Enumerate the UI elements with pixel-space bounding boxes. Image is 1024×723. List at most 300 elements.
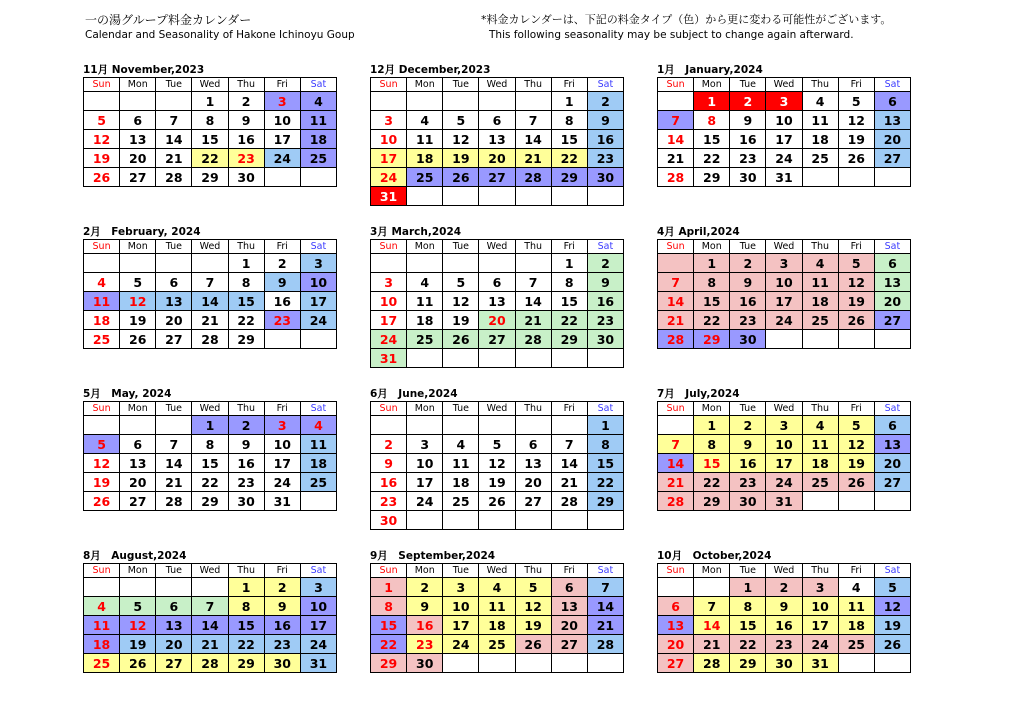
week-row [658, 435, 911, 454]
day-cell: 2 [371, 435, 407, 454]
day-cell: 22 [694, 311, 730, 330]
day-cell: 18 [802, 292, 838, 311]
day-cell: 6 [874, 92, 910, 111]
empty-cell [515, 654, 551, 673]
day-cell: 9 [407, 597, 443, 616]
weekday-sun: Sun [658, 78, 694, 92]
day-cell: 23 [766, 635, 802, 654]
day-cell: 5 [120, 597, 156, 616]
day-cell: 17 [443, 616, 479, 635]
day-cell: 12 [84, 454, 120, 473]
day-cell: 27 [551, 635, 587, 654]
empty-cell [443, 92, 479, 111]
day-cell: 24 [802, 635, 838, 654]
day-cell: 14 [192, 292, 228, 311]
day-cell: 6 [658, 597, 694, 616]
day-cell: 12 [120, 292, 156, 311]
empty-cell [84, 416, 120, 435]
week-row [658, 130, 911, 149]
day-cell: 25 [407, 330, 443, 349]
day-cell: 30 [371, 511, 407, 530]
weekday-sat: Sat [300, 564, 336, 578]
day-cell: 23 [228, 149, 264, 168]
weekday-sat: Sat [587, 402, 623, 416]
day-cell: 23 [264, 311, 300, 330]
weekday-tue: Tue [443, 240, 479, 254]
weekday-tue: Tue [156, 402, 192, 416]
empty-cell [479, 349, 515, 368]
day-cell: 1 [228, 578, 264, 597]
day-cell: 4 [838, 578, 874, 597]
day-cell: 19 [479, 473, 515, 492]
day-cell: 3 [371, 111, 407, 130]
week-row [371, 130, 624, 149]
day-cell: 9 [228, 111, 264, 130]
day-cell: 22 [730, 635, 766, 654]
week-row [84, 416, 337, 435]
day-cell: 8 [587, 435, 623, 454]
weekday-wed: Wed [766, 78, 802, 92]
empty-cell [515, 416, 551, 435]
empty-cell [407, 349, 443, 368]
day-cell: 19 [84, 149, 120, 168]
weekday-thu: Thu [802, 402, 838, 416]
day-cell: 27 [156, 330, 192, 349]
day-cell: 30 [730, 330, 766, 349]
day-cell: 28 [192, 330, 228, 349]
day-cell: 19 [838, 454, 874, 473]
day-cell: 1 [587, 416, 623, 435]
empty-cell [587, 349, 623, 368]
day-cell: 14 [658, 130, 694, 149]
empty-cell [371, 254, 407, 273]
day-cell: 31 [264, 492, 300, 511]
empty-cell [479, 511, 515, 530]
day-cell: 31 [371, 349, 407, 368]
day-cell: 11 [838, 597, 874, 616]
day-cell: 21 [156, 473, 192, 492]
day-cell: 15 [228, 616, 264, 635]
day-cell: 26 [838, 311, 874, 330]
weekday-header-row [84, 78, 337, 92]
empty-cell [587, 654, 623, 673]
day-cell: 21 [587, 616, 623, 635]
day-cell: 6 [479, 111, 515, 130]
empty-cell [443, 416, 479, 435]
day-cell: 2 [766, 578, 802, 597]
day-cell: 22 [551, 149, 587, 168]
day-cell: 16 [407, 616, 443, 635]
weekday-wed: Wed [479, 564, 515, 578]
day-cell: 22 [192, 473, 228, 492]
day-cell: 24 [371, 330, 407, 349]
day-cell: 5 [443, 111, 479, 130]
empty-cell [443, 254, 479, 273]
day-cell: 21 [515, 149, 551, 168]
weekday-tue: Tue [443, 78, 479, 92]
day-cell: 3 [766, 254, 802, 273]
day-cell: 9 [371, 454, 407, 473]
weekday-wed: Wed [766, 240, 802, 254]
day-cell: 26 [120, 330, 156, 349]
day-cell: 1 [551, 254, 587, 273]
day-cell: 20 [515, 473, 551, 492]
day-cell: 18 [407, 149, 443, 168]
day-cell: 18 [84, 635, 120, 654]
day-cell: 23 [371, 492, 407, 511]
week-row [658, 616, 911, 635]
day-cell: 22 [371, 635, 407, 654]
week-row [658, 635, 911, 654]
weekday-sat: Sat [300, 240, 336, 254]
day-cell: 16 [730, 454, 766, 473]
day-cell: 26 [838, 473, 874, 492]
week-row [371, 311, 624, 330]
empty-cell [300, 492, 336, 511]
day-cell: 15 [694, 454, 730, 473]
day-cell: 16 [730, 292, 766, 311]
weekday-thu: Thu [228, 78, 264, 92]
day-cell: 14 [658, 292, 694, 311]
day-cell: 3 [802, 578, 838, 597]
month-table [657, 401, 911, 511]
day-cell: 3 [371, 273, 407, 292]
weekday-thu: Thu [802, 78, 838, 92]
weekday-sun: Sun [658, 402, 694, 416]
day-cell: 17 [300, 616, 336, 635]
week-row [371, 578, 624, 597]
day-cell: 22 [587, 473, 623, 492]
day-cell: 18 [802, 130, 838, 149]
day-cell: 20 [658, 635, 694, 654]
empty-cell [515, 254, 551, 273]
day-cell: 16 [371, 473, 407, 492]
day-cell: 7 [515, 111, 551, 130]
empty-cell [658, 416, 694, 435]
weekday-mon: Mon [407, 402, 443, 416]
weekday-fri: Fri [551, 78, 587, 92]
day-cell: 15 [730, 616, 766, 635]
weekday-sun: Sun [84, 564, 120, 578]
day-cell: 14 [658, 454, 694, 473]
weekday-wed: Wed [192, 240, 228, 254]
empty-cell [84, 92, 120, 111]
month-title: 11月 November,2023 [83, 64, 205, 76]
day-cell: 17 [300, 292, 336, 311]
weekday-sat: Sat [874, 564, 910, 578]
month-calendar [83, 387, 337, 511]
month-calendar [370, 549, 624, 673]
weekday-mon: Mon [407, 240, 443, 254]
week-row [84, 273, 337, 292]
day-cell: 20 [479, 149, 515, 168]
day-cell: 14 [192, 616, 228, 635]
month-title: 8月 August,2024 [83, 550, 187, 562]
day-cell: 27 [874, 473, 910, 492]
day-cell: 17 [766, 454, 802, 473]
day-cell: 26 [838, 149, 874, 168]
day-cell: 23 [587, 149, 623, 168]
empty-cell [120, 254, 156, 273]
day-cell: 19 [84, 473, 120, 492]
day-cell: 16 [730, 130, 766, 149]
day-cell: 6 [156, 597, 192, 616]
day-cell: 5 [838, 92, 874, 111]
day-cell: 13 [874, 111, 910, 130]
empty-cell [371, 92, 407, 111]
weekday-sat: Sat [874, 78, 910, 92]
day-cell: 12 [838, 273, 874, 292]
day-cell: 6 [120, 111, 156, 130]
day-cell: 30 [587, 330, 623, 349]
weekday-thu: Thu [228, 240, 264, 254]
day-cell: 29 [587, 492, 623, 511]
day-cell: 2 [587, 254, 623, 273]
day-cell: 2 [587, 92, 623, 111]
day-cell: 3 [300, 254, 336, 273]
weekday-header-row [84, 564, 337, 578]
empty-cell [300, 330, 336, 349]
day-cell: 10 [371, 292, 407, 311]
weekday-tue: Tue [730, 78, 766, 92]
month-calendar [657, 63, 911, 187]
day-cell: 24 [264, 473, 300, 492]
empty-cell [407, 187, 443, 206]
empty-cell [300, 168, 336, 187]
day-cell: 13 [479, 130, 515, 149]
day-cell: 22 [694, 473, 730, 492]
empty-cell [587, 511, 623, 530]
week-row [658, 273, 911, 292]
week-row [658, 416, 911, 435]
day-cell: 23 [587, 311, 623, 330]
day-cell: 2 [228, 92, 264, 111]
empty-cell [156, 578, 192, 597]
day-cell: 9 [730, 273, 766, 292]
empty-cell [120, 578, 156, 597]
day-cell: 2 [228, 416, 264, 435]
empty-cell [551, 511, 587, 530]
month-calendar [657, 549, 911, 673]
month-title: 3月 March,2024 [370, 226, 462, 238]
day-cell: 3 [300, 578, 336, 597]
day-cell: 4 [84, 597, 120, 616]
week-row [371, 149, 624, 168]
empty-cell [802, 330, 838, 349]
day-cell: 3 [264, 416, 300, 435]
week-row [84, 311, 337, 330]
day-cell: 1 [192, 416, 228, 435]
empty-cell [84, 254, 120, 273]
day-cell: 20 [156, 635, 192, 654]
day-cell: 17 [766, 130, 802, 149]
week-row [658, 454, 911, 473]
day-cell: 9 [766, 597, 802, 616]
week-row [84, 473, 337, 492]
empty-cell [838, 168, 874, 187]
day-cell: 20 [874, 454, 910, 473]
day-cell: 17 [371, 149, 407, 168]
week-row [658, 597, 911, 616]
day-cell: 5 [443, 273, 479, 292]
day-cell: 8 [551, 273, 587, 292]
day-cell: 27 [515, 492, 551, 511]
weekday-sun: Sun [84, 402, 120, 416]
day-cell: 18 [84, 311, 120, 330]
day-cell: 25 [802, 311, 838, 330]
day-cell: 20 [120, 149, 156, 168]
day-cell: 29 [551, 330, 587, 349]
day-cell: 24 [264, 149, 300, 168]
day-cell: 24 [300, 635, 336, 654]
day-cell: 7 [156, 435, 192, 454]
weekday-fri: Fri [551, 564, 587, 578]
day-cell: 21 [192, 311, 228, 330]
weekday-sun: Sun [371, 78, 407, 92]
day-cell: 10 [300, 273, 336, 292]
day-cell: 18 [838, 616, 874, 635]
day-cell: 16 [766, 616, 802, 635]
day-cell: 26 [479, 492, 515, 511]
day-cell: 28 [156, 168, 192, 187]
empty-cell [192, 254, 228, 273]
day-cell: 16 [264, 292, 300, 311]
day-cell: 2 [730, 416, 766, 435]
day-cell: 26 [874, 635, 910, 654]
day-cell: 18 [300, 454, 336, 473]
week-row [658, 168, 911, 187]
week-row [371, 349, 624, 368]
weekday-thu: Thu [802, 564, 838, 578]
day-cell: 6 [515, 435, 551, 454]
week-row [371, 254, 624, 273]
week-row [371, 635, 624, 654]
empty-cell [694, 578, 730, 597]
empty-cell [479, 92, 515, 111]
empty-cell [838, 330, 874, 349]
weekday-fri: Fri [264, 240, 300, 254]
day-cell: 25 [802, 149, 838, 168]
day-cell: 12 [443, 292, 479, 311]
month-calendar [83, 549, 337, 673]
weekday-thu: Thu [515, 402, 551, 416]
day-cell: 29 [730, 654, 766, 673]
day-cell: 10 [371, 130, 407, 149]
day-cell: 30 [228, 168, 264, 187]
month-table [83, 563, 337, 673]
day-cell: 11 [479, 597, 515, 616]
day-cell: 10 [443, 597, 479, 616]
day-cell: 26 [515, 635, 551, 654]
day-cell: 15 [694, 292, 730, 311]
day-cell: 12 [515, 597, 551, 616]
day-cell: 24 [300, 311, 336, 330]
week-row [371, 511, 624, 530]
day-cell: 25 [300, 149, 336, 168]
day-cell: 30 [264, 654, 300, 673]
day-cell: 1 [730, 578, 766, 597]
day-cell: 6 [874, 416, 910, 435]
empty-cell [551, 187, 587, 206]
weekday-header-row [658, 402, 911, 416]
day-cell: 17 [407, 473, 443, 492]
empty-cell [802, 492, 838, 511]
day-cell: 29 [694, 330, 730, 349]
weekday-sun: Sun [371, 564, 407, 578]
day-cell: 8 [228, 597, 264, 616]
weekday-fri: Fri [264, 402, 300, 416]
weekday-tue: Tue [443, 564, 479, 578]
day-cell: 2 [407, 578, 443, 597]
day-cell: 29 [192, 168, 228, 187]
weekday-mon: Mon [407, 78, 443, 92]
day-cell: 19 [874, 616, 910, 635]
week-row [84, 454, 337, 473]
day-cell: 8 [228, 273, 264, 292]
empty-cell [479, 187, 515, 206]
day-cell: 1 [228, 254, 264, 273]
weekday-thu: Thu [802, 240, 838, 254]
day-cell: 26 [120, 654, 156, 673]
month-calendar [370, 225, 624, 368]
weekday-header-row [84, 240, 337, 254]
day-cell: 28 [658, 330, 694, 349]
weekday-wed: Wed [766, 402, 802, 416]
month-title: 10月 October,2024 [657, 550, 772, 562]
day-cell: 16 [587, 292, 623, 311]
week-row [84, 492, 337, 511]
month-calendar [657, 387, 911, 511]
day-cell: 27 [874, 311, 910, 330]
day-cell: 17 [264, 130, 300, 149]
weekday-header-row [658, 240, 911, 254]
day-cell: 25 [479, 635, 515, 654]
day-cell: 20 [551, 616, 587, 635]
day-cell: 5 [874, 578, 910, 597]
day-cell: 13 [479, 292, 515, 311]
day-cell: 5 [479, 435, 515, 454]
day-cell: 13 [551, 597, 587, 616]
month-calendar [657, 225, 911, 349]
weekday-sat: Sat [874, 402, 910, 416]
day-cell: 11 [300, 111, 336, 130]
week-row [371, 187, 624, 206]
day-cell: 2 [264, 578, 300, 597]
day-cell: 23 [730, 149, 766, 168]
day-cell: 15 [551, 130, 587, 149]
month-table [657, 563, 911, 673]
week-row [371, 330, 624, 349]
empty-cell [479, 254, 515, 273]
weekday-fri: Fri [838, 564, 874, 578]
day-cell: 27 [658, 654, 694, 673]
day-cell: 11 [84, 292, 120, 311]
day-cell: 9 [587, 273, 623, 292]
day-cell: 7 [658, 435, 694, 454]
day-cell: 29 [371, 654, 407, 673]
week-row [371, 273, 624, 292]
weekday-header-row [371, 564, 624, 578]
day-cell: 4 [443, 435, 479, 454]
empty-cell [551, 654, 587, 673]
day-cell: 23 [264, 635, 300, 654]
day-cell: 19 [838, 292, 874, 311]
weekday-mon: Mon [120, 240, 156, 254]
day-cell: 27 [120, 492, 156, 511]
weekday-sat: Sat [874, 240, 910, 254]
day-cell: 20 [874, 130, 910, 149]
day-cell: 8 [551, 111, 587, 130]
